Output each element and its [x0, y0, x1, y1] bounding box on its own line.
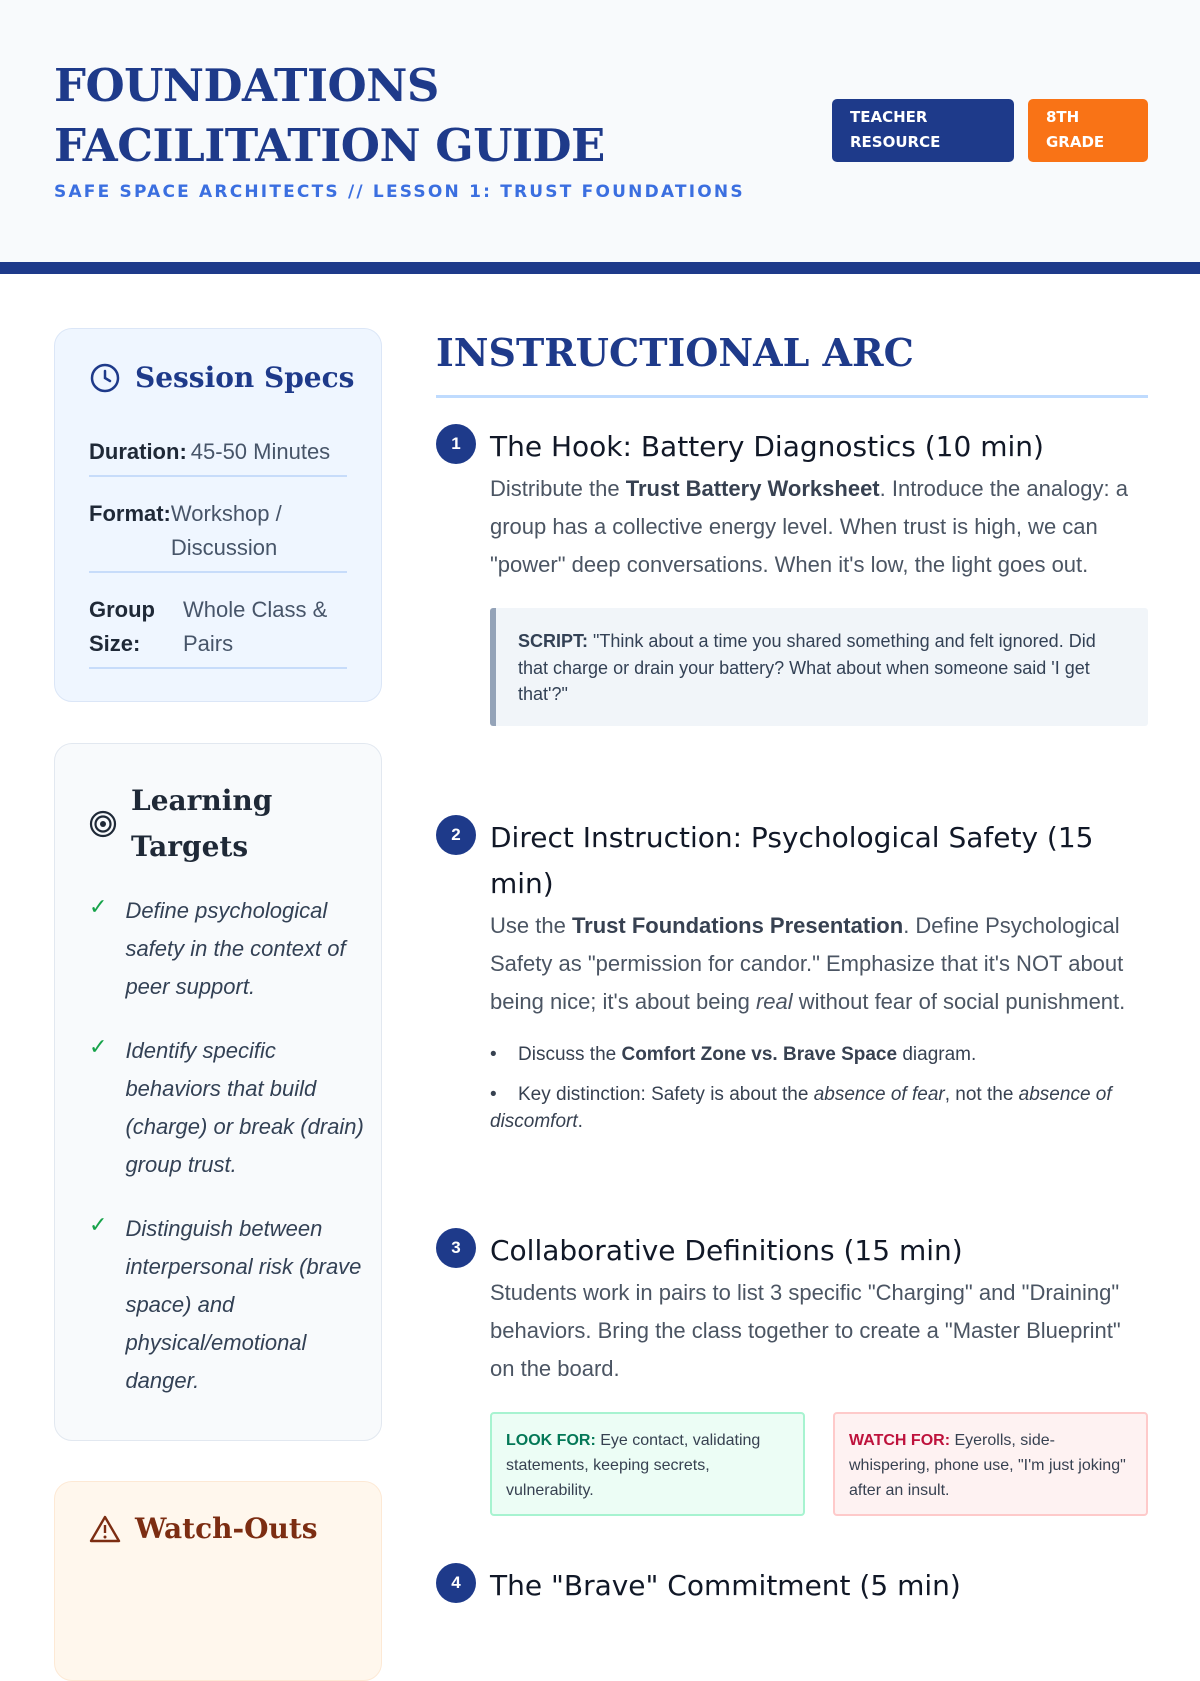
check-icon: ✓ [89, 1034, 108, 1059]
step-title: The Hook: Battery Diagnostics (10 min) [490, 430, 1044, 463]
watch-outs-card [54, 1481, 382, 1681]
teacher-resource-badge: TEACHER RESOURCE [832, 99, 1014, 162]
step-description: Use the Trust Foundations Presentation. Define Psychological Safety as "permission for candor." Emphasize that it's NOT about being nice; it's about being real without fear of social punishment. [490, 913, 1126, 1014]
instructional-arc-heading: INSTRUCTIONAL ARC [436, 330, 1148, 398]
step-2 [436, 815, 1148, 1135]
script-callout: SCRIPT: "Think about a time you shared something and felt ignored. Did that charge or drain your battery? What about when someone said 'I get that'?" [490, 608, 1148, 726]
session-specs-card [54, 328, 382, 702]
learning-target: ✓ Identify specific behaviors that build (charge) or break (drain) group trust. [89, 1032, 369, 1184]
step-title: Collaborative Definitions (15 min) [490, 1234, 963, 1267]
learning-targets-heading: Learning Targets [89, 778, 281, 870]
learning-targets-card [54, 743, 382, 1441]
step-number: 3 [436, 1228, 476, 1268]
session-specs-heading: Session Specs [89, 361, 354, 394]
step-description: Students work in pairs to list 3 specific "Charging" and "Draining" behaviors. Bring the class together to create a "Master Blueprint" on the board. [490, 1280, 1121, 1381]
target-icon [89, 810, 117, 838]
grade-badge: 8TH GRADE [1028, 99, 1148, 162]
step-number: 2 [436, 815, 476, 855]
page-title: FOUNDATIONS FACILITATION GUIDE [54, 59, 605, 172]
watch-outs-heading: Watch-Outs [89, 1512, 318, 1545]
clock-icon [89, 362, 121, 394]
watch-for-box: WATCH FOR: Eyerolls, side-whispering, phone use, "I'm just joking" after an insult. [833, 1412, 1148, 1516]
step-description: Distribute the Trust Battery Worksheet. Introduce the analogy: a group has a collective energy level. When trust is high, we can "power" deep conversations. When it's low, the light goes out. [490, 476, 1128, 577]
learning-target: ✓ Define psychological safety in the context of peer support. [89, 892, 369, 1006]
warning-icon [89, 1514, 121, 1544]
bullet-item: • Discuss the Comfort Zone vs. Brave Space diagram. [490, 1044, 977, 1065]
step-number: 1 [436, 424, 476, 464]
page-subtitle: SAFE SPACE ARCHITECTS // LESSON 1: TRUST FOUNDATIONS [54, 182, 745, 202]
look-for-box: LOOK FOR: Eye contact, validating statements, keeping secrets, vulnerability. [490, 1412, 805, 1516]
step-3 [436, 1228, 1148, 1516]
step-1 [436, 424, 1148, 726]
step-title: The "Brave" Commitment (5 min) [490, 1569, 961, 1602]
check-icon: ✓ [89, 1212, 108, 1237]
step-bullets [490, 1035, 1148, 1135]
spec-format: Format: Workshop / Discussion [89, 497, 347, 573]
learning-target: ✓ Distinguish between interpersonal risk (brave space) and physical/emotional danger. [89, 1210, 369, 1400]
spec-duration: Duration: 45-50 Minutes [89, 435, 347, 477]
spec-group-size: Group Size: Whole Class & Pairs [89, 593, 347, 669]
check-icon: ✓ [89, 894, 108, 919]
step-4 [436, 1563, 1148, 1609]
header [0, 0, 1200, 274]
step-title: Direct Instruction: Psychological Safety (15 min) [490, 821, 1094, 900]
bullet-item: • Key distinction: Safety is about the absence of fear, not the absence of discomfort. [490, 1084, 1112, 1132]
step-number: 4 [436, 1563, 476, 1603]
